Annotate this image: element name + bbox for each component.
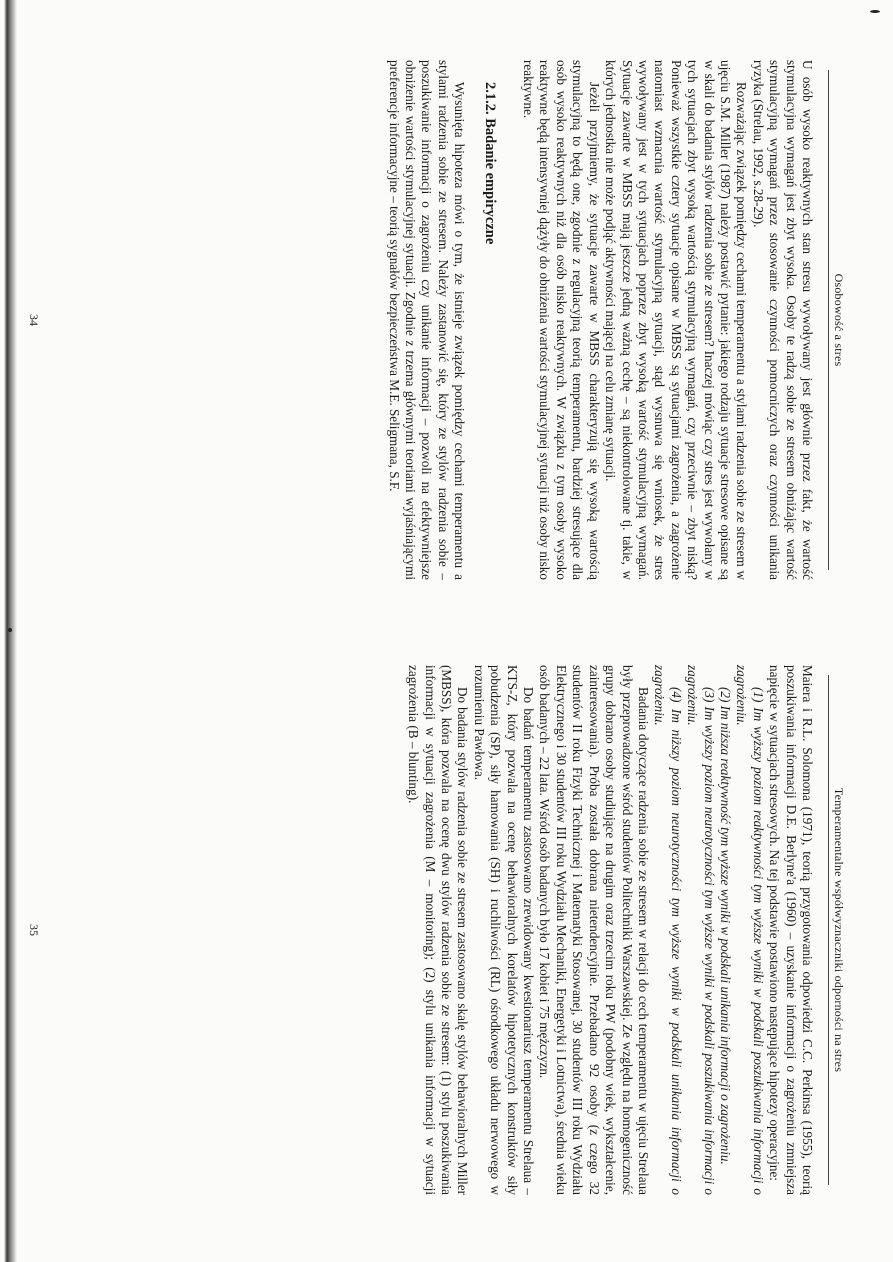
- running-head: Temperamentalne współwyznaczniki odporności na stres: [828, 675, 846, 1185]
- paragraph: Do badania stylów radzenia sobie ze stresem zastosowano skalę stylów behawioralnych Miller (MBSS), która pozwala na ocenę dwu stylów radzenia sobie ze stresem: (1) stylu poszukiwania informacji w sytuacji zagrożenia (M – monitoring); (2) stylu unikania informacji w sytuacji zagrożenia (B – blunting).: [406, 665, 471, 1195]
- right-page: [0, 665, 893, 1195]
- section-heading: 2.1.2. Badanie empiryczne: [481, 82, 498, 245]
- page-body: [405, 665, 815, 1195]
- page-body: [385, 60, 815, 580]
- paragraph: Do badań temperamentu zastosowano zrewidowany kwestionariusz temperamentu Strelaua – KTS-Z, który pozwala na ocenę behawioralnych korelatów hipotetycznych konstruktów siły pobudzenia (SP), siły hamowania (SH) i ruchliwości (RL) ośrodkowego układu nerwowego w rozumieniu Pawłowa.: [471, 665, 537, 1195]
- running-head: Osobowość a stres: [828, 70, 846, 570]
- paragraph: Wysunięta hipoteza mówi o tym, że istnieje związek pomiędzy cechami temperamentu a stylami radzenia sobie ze stresem. Należy zastanowić się, który ze stylów radzenia sobie – poszukiwanie informacji o zagrożeniu czy unikanie informacji – pozwoli na efektywniejsze obniżenie wartości stymulacyjnej sytuacji. Zgodnie z trzema głównymi teoriami wyjaśniającymi preferencje informacyjne – teorią sygnałów bezpieczeństwa M.E. Seligmana, S.F.: [386, 60, 468, 580]
- left-page: [0, 60, 893, 580]
- page-number: 34: [27, 314, 41, 326]
- hypothesis: (3) Im wyższy poziom neurotyczności tym wyższe wyniki w podskali poszukiwania informacji o zagrożeniu.: [685, 665, 717, 1195]
- paragraph: Badania dotyczące radzenia sobie ze stresem w relacji do cech temperamentu w ujęciu Strelaua były przeprowadzone wśród studentów Politechniki Warszawskiej. Ze względu na homogeniczność grupy dobrano osoby studiujące na drugim oraz trzecim roku PW (podobny wiek, wykształcenie, zainteresowania). Próba została dobrana nietendencyjnie. Przebadano 92 osoby (z czego 32 studentów II roku Fizyki Technicznej i Matematyki Stosowanej, 30 studentów III roku Wydziału Elektrycznego i 30 studentów III roku Wydziału Mechaniki, Energetyki i Lotnictwa), średnia wieku osób badanych – 22 lata. Wśród osób badanych było 17 kobiet i 75 mężczyzn.: [537, 665, 651, 1195]
- page-number: 35: [27, 924, 41, 936]
- paragraph: Maiera i R.L. Solomona (1971), teorią przygotowania odpowiedzi C.C. Perkinsa (1955), teorią poszukiwania informacji D.E. Berlyne'a (1960) – uzyskanie informacji o zagrożeniu zmniejsza napięcie w sytuacjach stresowych. Na tej podstawie postawiono następujące hipotezy operacyjne:: [767, 665, 815, 1195]
- paragraph: U osób wysoko reaktywnych stan stresu wywoływany jest głównie przez fakt, że wartość stymulacyjna wymagań jest zbyt wysoka. Osoby te radzą sobie ze stresem obniżając wartość stymulacyjną wymagań przez stosowanie czynności pomocniczych oraz czynności unikania ryzyka (Strelau, 1992, s.28-29).: [750, 60, 815, 580]
- hypothesis: (2) Im niższa reaktywność tym wyższe wyniki w podskali unikania informacji o zagrożeniu.: [717, 687, 733, 1165]
- hypothesis: (4) Im niższy poziom neurotyczności tym wyższe wyniki w podskali unikania informacji o zagrożeniu.: [652, 665, 684, 1195]
- paragraph: Rozważając związek pomiędzy cechami temperamentu a stylami radzenia sobie ze stresem w ujęciu S.M. Miller (1987) należy postawić pytanie: jakiego rodzaju sytuacje stresowe opisane są w skali do badania stylów radzenia sobie ze stresem? Inaczej mówiąc czy stres jest wywołany w tych sytuacjach zbyt wysoką wartością stymulacyjną wymagań, czy przeciwnie – zbyt niską? Ponieważ wszystkie cztery sytuacje opisane w MBSS są sytuacjami zagrożenia, a zagrożenie natomiast wzmacnia wartość stymulacyjną sytuacji, stąd wysnuwa się wniosek, że stres wywoływany jest w tych sytuacjach poprzez zbyt wysoką wartość stymulacyjną wymagań. Sytuacje zawarte w MBSS mają jeszcze jedną ważną cechę – są niekontrolowane tj. takie, w których jednostka nie może podjąć aktywności mającej na celu zmianę sytuacji.: [603, 60, 750, 580]
- hypothesis: (1) Im wyższy poziom reaktywności tym wyższe wyniki w podskali poszukiwania informacji o zagrożeniu.: [734, 665, 766, 1195]
- paragraph: Jeżeli przyjmiemy, że sytuacje zawarte w MBSS charakteryzują się wysoką wartością stymulacyjną to będą one, zgodnie z regulacyjną teorią temperamentu, bardziej stresujące dla osób wysoko reaktywnych niż dla osób nisko reaktywnych. W związku z tym osoby wysoko reaktywne będą intensywniej dążyły do obniżenia wartości stymulacyjnej sytuacji niż osoby nisko reaktywne.: [521, 60, 602, 580]
